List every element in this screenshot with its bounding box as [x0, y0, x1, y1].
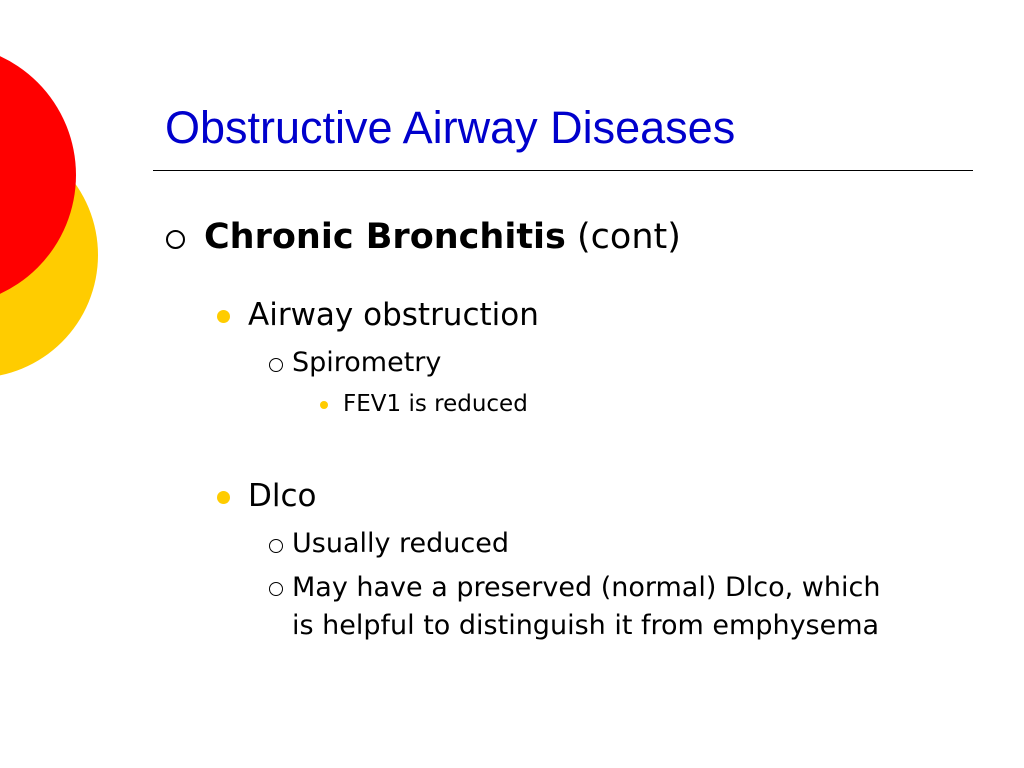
filled-dot-icon [217, 310, 230, 323]
title-divider [153, 170, 973, 171]
hollow-circle-icon [269, 539, 283, 553]
filled-dot-icon [320, 401, 328, 409]
slide-title: Obstructive Airway Diseases [165, 102, 736, 153]
bullet-text: FEV1 is reduced [343, 391, 528, 417]
hollow-circle-icon [166, 230, 185, 249]
hollow-circle-icon [269, 358, 283, 372]
bullet-text: Spirometry [292, 347, 442, 378]
filled-dot-icon [217, 491, 230, 504]
bullet-rest-text: (cont) [565, 217, 681, 257]
bullet-text: Usually reduced [292, 528, 510, 559]
bullet-text: Dlco [248, 478, 317, 514]
hollow-circle-icon [269, 582, 283, 596]
bullet-text: Airway obstruction [248, 297, 539, 333]
bullet-text [204, 216, 681, 258]
decorative-circles [0, 0, 110, 410]
bullet-bold-text: Chronic Bronchitis [204, 217, 566, 257]
bullet-text: May have a preserved (normal) Dlco, which is helpful to distinguish it from emphysema [292, 572, 881, 641]
